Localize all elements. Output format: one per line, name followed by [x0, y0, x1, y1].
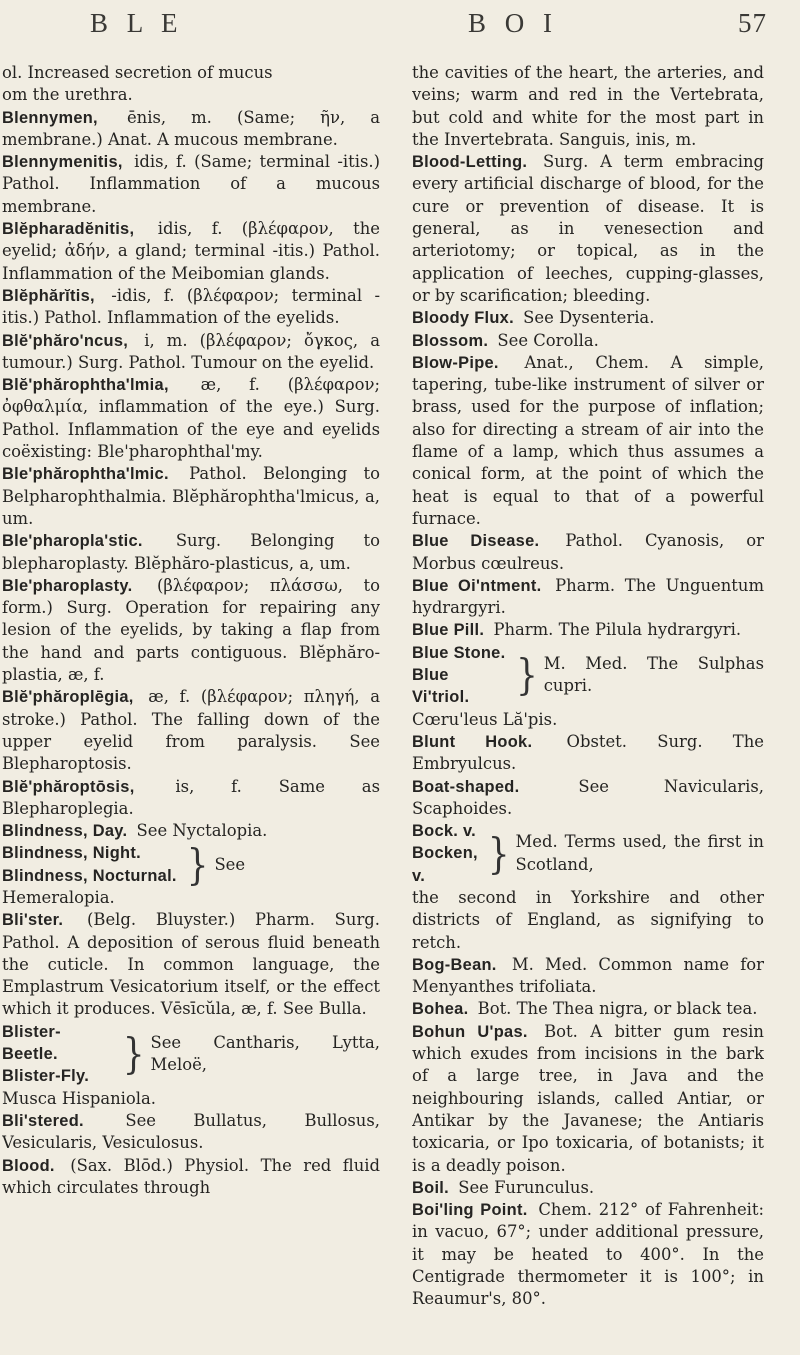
headword: Ble'pharopla'stic.	[2, 532, 143, 551]
dictionary-entry	[412, 1199, 764, 1310]
dictionary-entry	[2, 285, 380, 330]
headword-group	[412, 642, 510, 709]
headword: Blindness, Day.	[2, 822, 128, 841]
headword: Bohea.	[412, 1000, 469, 1019]
entry-definition: i, m. (βλέφαρον; ὄγκος, a tumour.) Surg. Pathol. Tumour on the eyelid.	[2, 330, 380, 372]
headword: Ble'pharoplasty.	[2, 576, 133, 595]
grouped-entry	[412, 642, 764, 709]
dictionary-entry	[412, 307, 764, 329]
dictionary-entry	[412, 330, 764, 352]
headword: Blue Pill.	[412, 621, 485, 640]
headword-group	[412, 820, 482, 887]
dictionary-entry	[2, 575, 380, 686]
brace-symbol: }	[122, 1029, 145, 1080]
entry-definition: æ, f. (βλέφαρον; ὀφθαλμία, inflammation of the eye.) Surg. Pathol. Inflammation of the eye and eyelids coëxisting: Ble'pharophthal'my.	[2, 375, 380, 462]
dictionary-entry	[2, 1110, 380, 1155]
left-column	[0, 62, 380, 1199]
entry-definition: See Bullatus, Bullosus, Vesicularis, Vesiculosus.	[2, 1110, 380, 1153]
grouped-entry	[2, 839, 380, 890]
headword: Bloody Flux.	[412, 309, 514, 328]
entry-definition: æ, f. (βλέφαρον; πληγή, a stroke.) Pathol. The falling down of the upper eyelid from paralysis. See Blepharoptosis.	[2, 687, 380, 774]
entry-definition: Chem. 212° of Fahrenheit: in vacuo, 67°; under additional pressure, it may be heated to 400°. In the Centigrade thermometer it is 100°; in Reaumur's, 80°.	[412, 1200, 764, 1309]
headword: Bli'stered.	[2, 1111, 84, 1130]
entry-definition: Bot. The Thea nigra, or black tea.	[472, 999, 758, 1019]
entry-definition-cont: Hemeralopia.	[2, 887, 115, 907]
headword: Blennymen,	[2, 108, 98, 127]
headword: Blunt Hook.	[412, 732, 533, 751]
headword: Blĕphărĭtis,	[2, 286, 95, 305]
entry-definition: See Nyctalopia.	[131, 821, 268, 841]
dictionary-entry	[2, 374, 380, 463]
entry-definition: See Dysenteria.	[517, 308, 655, 328]
entry-definition: Pharm. The Unguentum hydrargyri.	[412, 575, 764, 618]
page-number: 57	[738, 8, 767, 38]
entry-definition: See Corolla.	[492, 330, 599, 350]
headword: Ble'phărophtha'lmic.	[2, 465, 169, 484]
headword-group	[2, 1021, 117, 1088]
headword: Blue Vi'triol.	[412, 666, 470, 707]
dictionary-entry	[2, 463, 380, 530]
headword: Bocken, v.	[412, 844, 478, 885]
dictionary-entry	[412, 1177, 764, 1199]
grouped-entry	[412, 820, 764, 887]
dictionary-entry	[2, 151, 380, 218]
dictionary-entry	[412, 998, 764, 1020]
brace-symbol: }	[186, 839, 209, 890]
entry-definition: See Navicularis, Scaphoides.	[412, 776, 764, 818]
entry-text-line: ol. Increased secretion of mucus	[2, 63, 273, 82]
entry-definition: -idis, f. (βλέφαρον; terminal -itis.) Pathol. Inflammation of the eyelids.	[2, 285, 380, 328]
dictionary-entry	[2, 330, 380, 375]
entry-definition: Surg. A term embracing every artificial discharge of blood, for the cure or prevention of disease. It is general, as in venesection and arteriotomy; or topical, as in the application of leeches, cupping-glasses, or by scarification; bleeding.	[412, 152, 764, 305]
entry-definition: Bot. A bitter gum resin which exudes from incisions in the bark of a large tree, in Java and the neighbouring islands, called Antiar, or Antikar by the Javanese; the Antiaris toxicaria, or Ipo toxicaria, of botanists; it is a deadly poison.	[412, 1021, 764, 1175]
dictionary-entry	[412, 530, 764, 575]
dictionary-entry	[412, 575, 764, 620]
entry-definition: Pharm. The Pilula hydrargyri.	[488, 620, 742, 640]
right-column	[412, 62, 764, 1311]
entry-definition: (Sax. Blōd.) Physiol. The red fluid which circulates through	[2, 1155, 380, 1197]
headword: Blossom.	[412, 331, 489, 350]
dictionary-entry	[2, 218, 380, 285]
dictionary-entry	[412, 352, 764, 530]
grouped-entry	[2, 1021, 380, 1088]
dictionary-entry	[412, 62, 764, 151]
headword: Blĕ'phărophtha'lmia,	[2, 376, 169, 395]
entry-definition: Pathol. Belonging to Belpharophthalmia. Blĕphărophtha'lmicus, a, um.	[2, 464, 380, 528]
headword: Blĕpharadĕnitis,	[2, 220, 135, 239]
dictionary-entry	[412, 619, 764, 641]
headword: Bli'ster.	[2, 911, 64, 930]
entry-definition: (βλέφαρον; πλάσσω, to form.) Surg. Operation for repairing any lesion of the eyelids, by taking a flap from the hand and parts contiguous. Blĕphăro-plastia, æ, f.	[2, 575, 380, 685]
headword: Blennymenitis,	[2, 153, 123, 172]
headword: Bog-Bean.	[412, 955, 497, 974]
headword: Boat-shaped.	[412, 777, 520, 796]
entry-definition: Surg. Belonging to blepharoplasty. Blĕphăro-plasticus, a, um.	[2, 531, 380, 573]
entry-definition-cont: Cœru'leus Lă'pis.	[412, 709, 558, 729]
dictionary-entry	[412, 731, 764, 776]
entry-definition: See	[214, 854, 246, 874]
entry-definition: (Belg. Bluyster.) Pharm. Surg. Pathol. A deposition of serous fluid beneath the cuticle. In common language, the Emplastrum Vesicatorium itself, or the effect which it produces. Vēsīcŭla, æ, f. See Bulla.	[2, 910, 380, 1019]
entry-text-line: om the urethra.	[2, 85, 133, 105]
headword: Blister-Fly.	[2, 1067, 90, 1086]
entry-definition: ēnis, m. (Same; ῆν, a membrane.) Anat. A mucous membrane.	[2, 107, 380, 149]
running-head-left: B L E	[90, 8, 184, 38]
running-head-center: B O I	[468, 8, 558, 38]
headword: Bock. v.	[412, 822, 477, 841]
entry-definition-cont: Musca Hispaniola.	[2, 1088, 157, 1108]
entry-definition: is, f. Same as Blepharoplegia.	[2, 776, 380, 818]
dictionary-entry	[412, 776, 764, 821]
entry-definition: Med. Terms used, the first in Scotland,	[515, 832, 764, 874]
entry-definition: M. Med. The Sulphas cupri.	[543, 653, 764, 696]
dictionary-entry	[2, 909, 380, 1020]
dictionary-entry	[2, 530, 380, 575]
headword: Bohun U'pas.	[412, 1022, 528, 1041]
dictionary-entry	[412, 1021, 764, 1177]
headword: Blĕ'phăro'ncus,	[2, 331, 129, 350]
entry-definition: M. Med. Common name for Menyanthes trifoliata.	[412, 954, 764, 997]
headword: Blow-Pipe.	[412, 353, 499, 372]
entry-definition: idis, f. (βλέφαρον, the eyelid; ἀδήν, a gland; terminal -itis.) Pathol. Inflammation of the Meibomian glands.	[2, 219, 380, 283]
entry-definition: idis, f. (Same; terminal -itis.) Pathol. Inflammation of a mucous membrane.	[2, 152, 380, 216]
headword: Blue Disease.	[412, 532, 540, 551]
dictionary-entry	[412, 954, 764, 999]
entry-definition: Pathol. Cyanosis, or Morbus cœulreus.	[412, 531, 764, 573]
brace-symbol: }	[516, 650, 538, 701]
headword: Blindness, Night.	[2, 844, 141, 863]
dictionary-entry	[2, 1155, 380, 1200]
headword: Boil.	[412, 1178, 450, 1197]
dictionary-entry	[2, 686, 380, 775]
brace-symbol: }	[487, 828, 510, 879]
headword-group	[2, 842, 181, 887]
headword: Blĕ'phăroplēgia,	[2, 688, 134, 707]
entry-definition: Anat., Chem. A simple, tapering, tube-like instrument of silver or brass, used for the purpose of inflation; also for directing a stream of air into the flame of a lamp, which thus assumes a conical form, at the point of which the heat is equal to that of a powerful furnace.	[412, 352, 764, 528]
headword: Blister-Beetle.	[2, 1022, 61, 1064]
headword: Blindness, Nocturnal.	[2, 866, 177, 885]
dictionary-entry	[2, 107, 380, 152]
entry-definition-cont: the second in Yorkshire and other districts of England, as signifying to retch.	[412, 887, 764, 952]
headword: Blood.	[2, 1156, 55, 1175]
dictionary-entry	[2, 776, 380, 821]
headword: Blood-Letting.	[412, 153, 528, 172]
headword: Boi'ling Point.	[412, 1201, 528, 1220]
headword: Blĕ'phăroptōsis,	[2, 777, 135, 796]
headword: Blue Oi'ntment.	[412, 576, 542, 595]
entry-definition: See Cantharis, Lytta, Meloë,	[150, 1032, 380, 1075]
dictionary-entry	[412, 151, 764, 307]
entry-definition: the cavities of the heart, the arteries, and veins; warm and red in the Vertebrata, but cold and white for the most part in the Invertebrata. Sanguis, inis, m.	[412, 63, 764, 149]
entry-definition: Obstet. Surg. The Embryulcus.	[412, 731, 764, 774]
headword: Blue Stone.	[412, 643, 506, 662]
entry-definition: See Furunculus.	[453, 1177, 595, 1197]
